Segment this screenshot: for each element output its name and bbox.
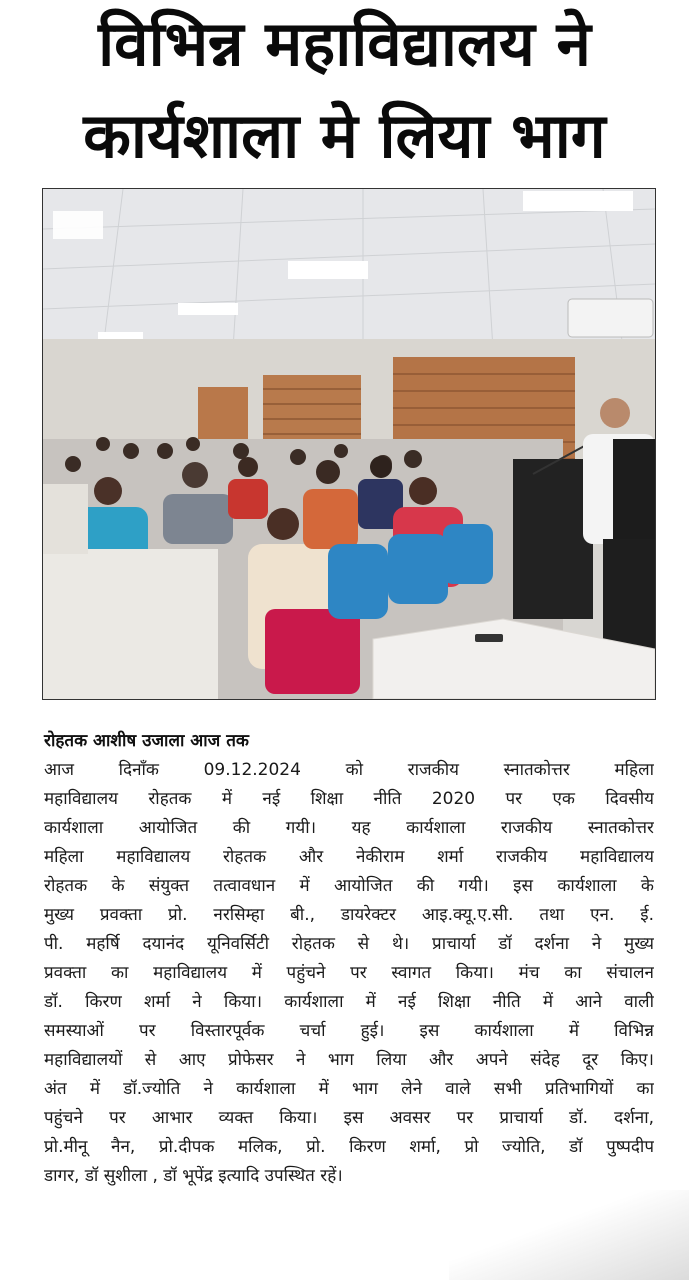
article-line: पहुंचने पर आभार व्यक्त किया। इस अवसर पर प्राचार्या डॉ. दर्शना, <box>44 1108 654 1128</box>
article-line: प्रो.मीनू नैन, प्रो.दीपक मलिक, प्रो. किरण शर्मा, प्रो ज्योति, डॉ पुष्पदीप <box>44 1137 654 1157</box>
article-line: महाविद्यालयों से आए प्रोफेसर ने भाग लिया और अपने संदेह दूर किए। <box>44 1050 654 1070</box>
headline-line-1: विभिन्न महाविद्यालय ने <box>98 7 591 80</box>
chair <box>443 524 493 584</box>
podium <box>513 459 593 619</box>
article-line: महिला महाविद्यालय रोहतक और नेकीराम शर्मा राजकीय महाविद्यालय <box>44 847 654 867</box>
chair <box>388 534 448 604</box>
chair <box>328 544 388 619</box>
article-line: पी. महर्षि दयानंद यूनिवर्सिटी रोहतक से थे। प्राचार्या डॉ दर्शना ने मुख्य <box>44 934 654 954</box>
headline-line-2: कार्यशाला मे लिया भाग <box>83 99 606 172</box>
ceiling-light <box>178 303 238 315</box>
phone <box>475 634 503 642</box>
article-line: महाविद्यालय रोहतक में नई शिक्षा नीति 2020 पर एक दिवसीय <box>44 789 654 809</box>
article-line: अंत में डॉ.ज्योति ने कार्यशाला में भाग लेने वाले सभी प्रतिभागियों का <box>44 1079 654 1099</box>
article-line: डागर, डॉ सुशीला , डॉ भूपेंद्र इत्यादि उपस्थित रहें। <box>44 1166 343 1186</box>
article-line: प्रवक्ता का महाविद्यालय में पहुंचने पर स्वागत किया। मंच का संचालन <box>44 963 654 983</box>
article-line: मुख्य प्रवक्ता प्रो. नरसिम्हा बी., डायरेक्टर आइ.क्यू.ए.सी. तथा एन. ई. <box>44 905 654 925</box>
article-line: कार्यशाला आयोजित की गयी। यह कार्यशाला राजकीय स्नातकोत्तर <box>44 818 654 838</box>
workshop-photo <box>42 188 656 700</box>
page-curl-shadow <box>449 1190 689 1280</box>
article-line: रोहतक के संयुक्त तत्वावधान में आयोजित की गयी। इस कार्यशाला के <box>44 876 654 896</box>
ceiling-light <box>53 211 103 239</box>
article-line: समस्याओं पर विस्तारपूर्वक चर्चा हुई। इस कार्यशाला में विभिन्न <box>44 1021 654 1041</box>
article-line: डॉ. किरण शर्मा ने किया। कार्यशाला में नई शिक्षा नीति में आने वाली <box>44 992 654 1012</box>
desk-front <box>43 484 88 554</box>
ceiling-light <box>523 191 633 211</box>
article-line: आज दिनाँक 09.12.2024 को राजकीय स्नातकोत्तर महिला <box>44 760 654 780</box>
desk <box>43 549 218 699</box>
ceiling-light <box>288 261 368 279</box>
air-conditioner <box>568 299 653 337</box>
byline: रोहतक आशीष उजाला आज तक <box>44 731 249 751</box>
article-body <box>44 756 654 1191</box>
